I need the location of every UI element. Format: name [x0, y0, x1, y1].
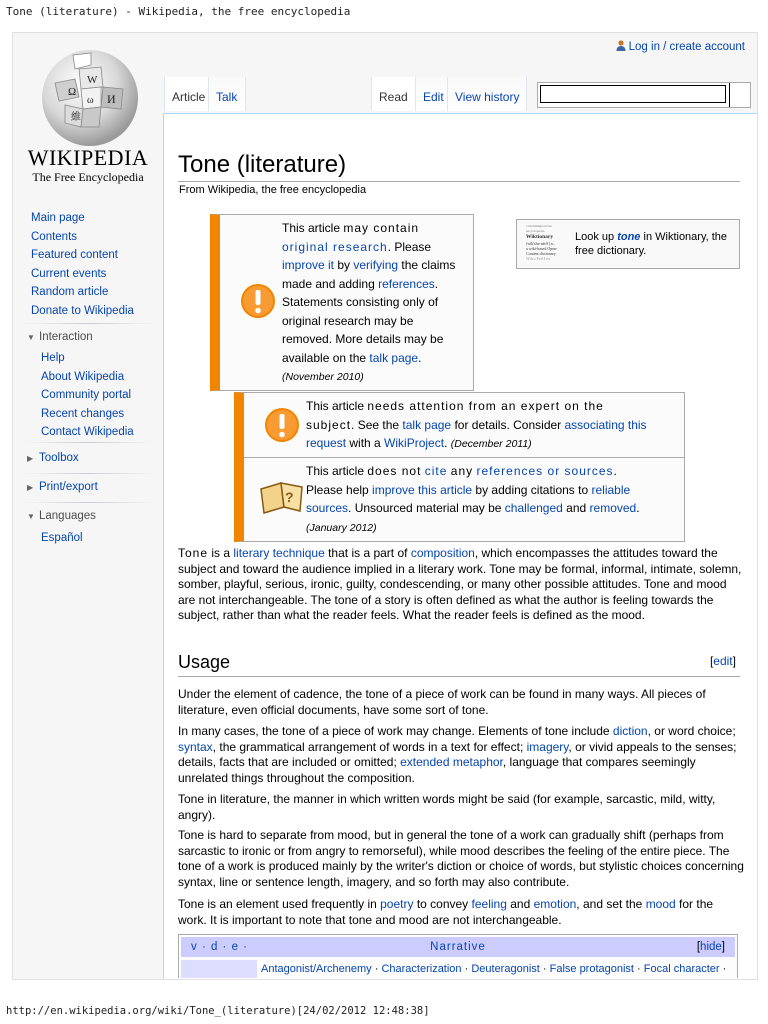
sidebar-item-main-page[interactable]: Main page [31, 212, 85, 224]
notice-multiple-issues [234, 392, 685, 542]
notice-text: . [418, 350, 422, 365]
reliable-sources-link[interactable]: reliable [591, 482, 631, 497]
notice-text: needs attention from an expert on the [367, 399, 604, 413]
talk-page-link[interactable]: talk page [402, 417, 452, 432]
wiktionary-logo-icon: a multilingual free encyclopedia Wiktionary [wĭk'shə-nĕr'ē] n., a wiki-based Open- Content dictionary Wilco Ferl Lex [526, 224, 566, 264]
svg-text:И: И [107, 92, 116, 106]
navbox-item[interactable]: False protagonist [549, 963, 634, 975]
notice-text: the claims [398, 258, 456, 272]
wiktionary-thumb-line: [wĭk'shə-nĕr'ē] n., [526, 241, 555, 246]
wordmark-name: WIKIPEDIA [27, 145, 149, 170]
usage-text: In many cases, the tone of a piece of work may change. Elements of tone include [178, 724, 613, 738]
navbox-list: Antagonist/Archenemy · Characterization · Deuteragonist · False protagonist · Focal character · [261, 963, 727, 975]
sidebar-languages-header[interactable] [27, 510, 96, 522]
edit-link-label: edit [713, 654, 733, 668]
navbox-group-label [181, 960, 257, 978]
tab-edit-label: Edit [423, 90, 444, 104]
sidebar-item-about[interactable]: About Wikipedia [41, 370, 125, 383]
intro-text: that is a part of [324, 546, 411, 560]
notice-text: . [613, 464, 617, 478]
notice-text: by adding citations to [472, 482, 592, 497]
book-question-icon [258, 477, 308, 517]
wikiproject-link[interactable]: WikiProject [384, 436, 445, 450]
notice-date: (November 2010) [282, 371, 364, 383]
navbox-narrative [178, 934, 738, 978]
notice-text: subject [306, 417, 352, 432]
sidebar-print-export-header[interactable] [27, 481, 98, 493]
collapsed-triangle-icon: ▶ [27, 454, 34, 463]
sidebar-navigation [31, 209, 134, 320]
sidebar-item-contact[interactable]: Contact Wikipedia [41, 426, 134, 438]
usage-text: and [506, 897, 534, 911]
svg-text:?: ? [285, 489, 294, 505]
sidebar-item-current-events[interactable]: Current events [31, 267, 107, 280]
notice-text: does not [367, 464, 422, 478]
section-heading-usage [178, 652, 740, 677]
tab-read-label: Read [379, 90, 408, 104]
notice-text: . [636, 501, 640, 515]
sidebar-divider [23, 502, 155, 503]
sidebar-toolbox-header[interactable] [27, 452, 79, 464]
request-link[interactable]: request [306, 436, 347, 450]
tab-read[interactable] [371, 77, 415, 111]
usage-paragraph: Tone in literature, the manner in which written words might be said (for example, sarcastic, mild, witty, angry). [178, 792, 716, 822]
original-research-link[interactable]: original research [282, 239, 388, 254]
wikipedia-wordmark[interactable] [13, 145, 163, 185]
usage-text: , the grammatical arrangement of words in a text for effect; [212, 739, 527, 754]
tab-talk-label: Talk [216, 90, 238, 104]
print-export-label: Print/export [39, 481, 98, 493]
notice-text: . [434, 276, 439, 291]
navbox-title-bar [181, 937, 735, 957]
notice-text: Statements consisting only of [282, 295, 439, 309]
navbox-item[interactable]: Focal character [643, 963, 720, 975]
svg-text:維: 維 [71, 112, 81, 123]
verifying-link[interactable]: verifying [353, 258, 399, 272]
expanded-triangle-icon: ▼ [27, 333, 35, 342]
literary-technique-link[interactable]: literary technique [233, 546, 325, 560]
intro-text: is a [208, 546, 234, 560]
imagery-link[interactable]: imagery [526, 739, 569, 754]
notice-date: (January 2012) [306, 521, 377, 534]
usage-paragraph: Tone is hard to separate from mood, but in general the tone of a work can gradually shift (perhaps from sarcastic to ironic or from angry to remorseful), while mood describes the feeling of the entire piece. The tone of a work is produced mainly by the writer's diction or choice of words, but stylistic choices concerning syntax, line or sentence length, imagery, and so forth may also contribute. [178, 828, 744, 889]
search-form [537, 82, 751, 108]
notice-text: Please help [306, 482, 373, 497]
wiktionary-text: in Wiktionary, the free dictionary. [575, 231, 728, 257]
sidebar-item-help[interactable]: Help [41, 352, 65, 364]
interaction-title: Interaction [39, 331, 93, 343]
mood-link[interactable]: mood [645, 897, 676, 911]
tab-talk[interactable] [208, 77, 246, 111]
talk-page-link[interactable]: talk page [369, 350, 419, 365]
wiktionary-thumb-line: Wilco Ferl Lex [526, 256, 551, 261]
svg-text:Ω: Ω [68, 86, 77, 98]
usage-paragraph [178, 897, 744, 928]
section-edit-link[interactable]: [edit] [709, 654, 736, 668]
sidebar-item-featured-content[interactable]: Featured content [31, 249, 118, 261]
intro-text: , which encompasses the attitudes toward the subject and toward the audience implied in a literary work. Tone may be formal, informal, intimate, solemn, somber, playful, serious, ironic, guilty, condescending, or many other possible attitudes. Tone and mood are not interchangeable. The tone of a story is often defined as what the author is feeling towards the subject, rather than what the reader feels. What the reader feels is defined as the mood. [178, 546, 742, 622]
intro-paragraph [178, 546, 744, 624]
navbox-item[interactable]: Antagonist/Archenemy [261, 963, 372, 975]
wiktionary-thumb-line: Content dictionary [526, 251, 556, 256]
references-link[interactable]: references [378, 276, 435, 291]
wiktionary-thumb-word: Wiktionary [526, 234, 554, 240]
notice-text: original research may be [282, 313, 414, 328]
notice-text: with a [346, 436, 385, 450]
composition-link[interactable]: composition [410, 546, 475, 560]
notice-text: for details. Consider [451, 417, 565, 432]
usage-text: to convey [413, 897, 472, 911]
cite-link[interactable]: cite [424, 464, 448, 478]
sidebar-item-random-article[interactable]: Random article [31, 286, 109, 298]
syntax-link[interactable]: syntax [178, 739, 213, 754]
notice-text: by [334, 258, 354, 272]
navbox-title[interactable]: Narrative [430, 941, 486, 953]
associating-link[interactable]: associating this [564, 417, 647, 432]
print-page-title: Tone (literature) - Wikipedia, the free encyclopedia [6, 5, 351, 18]
sidebar-divider [23, 473, 155, 474]
challenged-link[interactable]: challenged [504, 501, 563, 515]
poetry-link[interactable]: poetry [380, 897, 414, 911]
wiktionary-tone-link[interactable]: tone [617, 231, 641, 243]
improve-article-link[interactable]: improve this article [372, 482, 473, 497]
notice-text: . [444, 436, 448, 450]
improve-it-link[interactable]: improve it [282, 258, 335, 272]
navbox-clip [178, 934, 738, 978]
diction-link[interactable]: diction [612, 724, 648, 738]
notice-text: removed. More details may be [282, 332, 444, 346]
navbox-item[interactable]: Deuteragonist [471, 963, 540, 975]
svg-text:W: W [87, 74, 98, 86]
navbox-vde-links[interactable]: v · d · e · [191, 941, 249, 953]
reliable-sources-link[interactable]: sources [306, 501, 349, 515]
usage-text: , or word choice; [647, 724, 736, 738]
notice-text: This article [282, 221, 341, 235]
notice-text: . See the [351, 417, 403, 432]
site-subtitle: From Wikipedia, the free encyclopedia [179, 184, 367, 196]
warning-icon [240, 283, 276, 319]
tab-view-history[interactable] [447, 77, 527, 111]
tab-history-label: View history [455, 90, 520, 104]
print-page-url: http://en.wikipedia.org/wiki/Tone_(literature)[24/02/2012 12:48:38] [6, 1005, 430, 1017]
navbox-hide-label: hide [700, 941, 722, 953]
references-sources-link[interactable]: references or sources [476, 464, 614, 478]
notice-text: may contain [343, 221, 420, 235]
user-icon [616, 40, 626, 51]
svg-text:ω: ω [87, 95, 94, 106]
usage-text: Tone is an element used frequently in [178, 897, 381, 911]
expanded-triangle-icon: ▼ [27, 512, 35, 521]
sidebar-divider [23, 442, 155, 443]
sidebar-languages [41, 529, 83, 548]
extended-metaphor-link[interactable]: extended metaphor [400, 755, 503, 769]
usage-paragraph [178, 724, 744, 786]
usage-paragraph: Under the element of cadence, the tone of a piece of work can be found in many ways. All pieces of literature, even official documents, have some sort of tone. [178, 687, 706, 717]
notice-text: available on the [282, 350, 370, 365]
wiktionary-thumb-line: a wiki-based Open- [526, 246, 558, 251]
toolbox-label: Toolbox [39, 452, 79, 464]
search-input[interactable] [540, 85, 726, 103]
usage-text: for the work. It is important to note that tone and mood are not interchangeable. [178, 897, 714, 927]
notice-date: (December 2011) [450, 438, 532, 450]
notice-divider [244, 457, 684, 458]
sidebar-interaction-header[interactable] [27, 331, 93, 343]
notice-text: This article [306, 399, 365, 413]
notice-text: any [450, 464, 474, 478]
notice-original-research [210, 214, 474, 391]
search-button[interactable] [729, 83, 750, 107]
tab-article-label: Article [172, 90, 206, 104]
feeling-link[interactable]: feeling [471, 897, 507, 911]
personal-tools [616, 40, 745, 53]
sidebar-item-community-portal[interactable]: Community portal [41, 389, 132, 401]
notice-text: made and adding [282, 276, 379, 291]
wiktionary-box [516, 219, 740, 269]
sidebar-interaction [41, 349, 134, 442]
usage-text: , or vivid appeals to the senses; details, facts that are included or omitted; [178, 739, 737, 769]
sidebar-item-donate[interactable]: Donate to Wikipedia [31, 304, 134, 317]
navbox-hide-button[interactable]: [hide] [696, 941, 725, 953]
usage-heading-text: Usage [178, 652, 231, 672]
usage-text: , and set the [576, 897, 646, 911]
usage-text: , language that compares seemingly unrelated things throughout the composition. [178, 755, 696, 785]
tab-edit[interactable] [415, 77, 447, 111]
sidebar-item-recent-changes[interactable]: Recent changes [41, 407, 125, 420]
wiktionary-text: Look up [575, 231, 618, 243]
tab-article[interactable] [164, 77, 208, 111]
collapsed-triangle-icon: ▶ [27, 483, 34, 492]
notice-text: . Please [387, 239, 432, 254]
page-title: Tone (literature) [178, 151, 740, 182]
notice-text: This article [306, 464, 365, 478]
wordmark-tagline: The Free Encyclopedia [32, 170, 144, 184]
notice-text: . Unsourced material may be [348, 501, 505, 515]
navbox-item[interactable]: Characterization [381, 963, 462, 975]
sidebar-item-language-es[interactable]: Español [41, 532, 83, 544]
removed-link[interactable]: removed [589, 501, 637, 515]
intro-bold-term: Tone [178, 546, 209, 560]
sidebar-item-contents[interactable]: Contents [31, 230, 78, 243]
login-link[interactable]: Log in / create account [628, 41, 745, 53]
warning-icon [264, 407, 300, 443]
languages-title: Languages [39, 510, 96, 522]
wikipedia-globe-icon[interactable] [35, 43, 145, 153]
emotion-link[interactable]: emotion [533, 897, 577, 911]
sidebar-divider [23, 323, 155, 324]
notice-text: and [562, 501, 590, 515]
